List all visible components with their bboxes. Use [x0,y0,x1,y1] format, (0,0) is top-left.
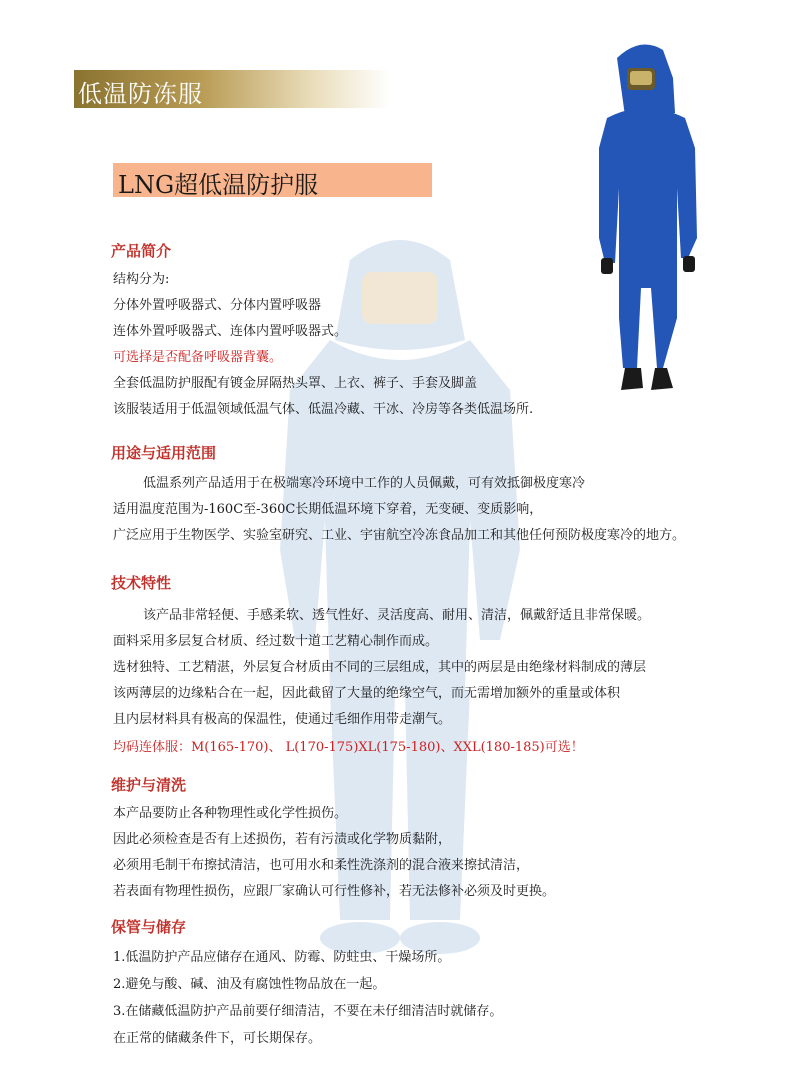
storage-line: 1.低温防护产品应储存在通风、防霉、防蛀虫、干燥场所。 [113,950,451,965]
maintenance-line: 若表面有物理性损伤，应跟厂家确认可行性修补，若无法修补必须及时更换。 [113,884,556,899]
blue-suit-photo [585,38,725,410]
intro-line-highlight: 可选择是否配备呼吸器背囊。 [113,350,283,365]
storage-line: 2.避免与酸、碱、油及有腐蚀性物品放在一起。 [113,977,386,992]
maintenance-line: 本产品要防止各种物理性或化学性损伤。 [113,806,348,821]
section-heading-intro: 产品简介 [111,242,172,260]
usage-line: 适用温度范围为-160C至-360C长期低温环境下穿着，无变硬、变质影响， [113,502,543,517]
category-title: 低温防冻服 [78,80,203,108]
features-line: 该产品非常轻便、手感柔软、透气性好、灵活度高、耐用、清洁，佩戴舒适且非常保暖。 [143,608,651,623]
features-line: 且内层材料具有极高的保温性，使通过毛细作用带走潮气。 [113,712,452,727]
intro-line: 结构分为: [113,272,170,287]
features-line: 该两薄层的边缘粘合在一起，因此截留了大量的绝缘空气，而无需增加额外的重量或体积 [113,686,621,701]
maintenance-line: 必须用毛制干布擦拭清洁，也可用水和柔性洗涤剂的混合液来擦拭清洁， [113,858,530,873]
features-line: 选材独特、工艺精湛，外层复合材质由不同的三层组成，其中的两层是由绝缘材料制成的薄层 [113,660,647,675]
usage-line: 广泛应用于生物医学、实验室研究、工业、宇宙航空冷冻食品加工和其他任何预防极度寒冷的地方。 [113,528,686,543]
section-heading-usage: 用途与适用范围 [111,444,217,462]
storage-line: 3.在储藏低温防护产品前要仔细清洁，不要在未仔细清洁时就储存。 [113,1004,503,1019]
sizes-line: 均码连体服：M(165-170)、 L(170-175)XL(175-180)、XXL(180-185)可选！ [113,740,584,755]
section-heading-features: 技术特性 [111,574,172,592]
usage-line: 低温系列产品适用于在极端寒冷环境中工作的人员佩戴，可有效抵御极度寒冷 [143,476,586,491]
intro-line: 分体外置呼吸器式、分体内置呼吸器 [113,298,322,313]
intro-line: 连体外置呼吸器式、连体内置呼吸器式。 [113,324,348,339]
intro-line: 全套低温防护服配有镀金屏隔热头罩、上衣、裤子、手套及脚盖 [113,376,478,391]
product-title: LNG超低温防护服 [118,171,319,199]
section-heading-storage: 保管与储存 [111,918,187,936]
section-heading-maintenance: 维护与清洗 [111,776,187,794]
storage-line: 在正常的储藏条件下，可长期保存。 [113,1031,322,1046]
maintenance-line: 因此必须检查是否有上述损伤，若有污渍或化学物质黏附， [113,832,452,847]
features-line: 面料采用多层复合材质、经过数十道工艺精心制作而成。 [113,634,439,649]
intro-line: 该服装适用于低温领域低温气体、低温冷藏、干冰、冷房等各类低温场所. [113,402,534,417]
